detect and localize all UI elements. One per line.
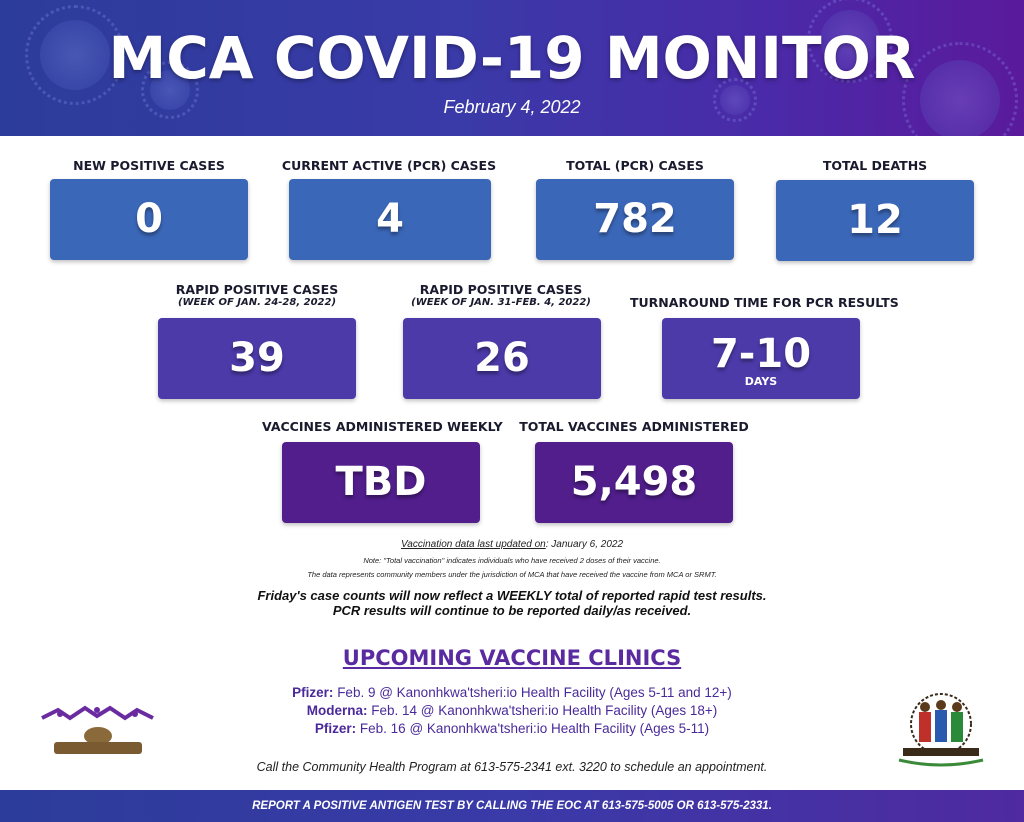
- stat-label-active-cases: CURRENT ACTIVE (PCR) CASES: [281, 158, 497, 173]
- community-emblem-logo: [895, 690, 987, 768]
- stat-box-total-deaths: [776, 180, 974, 261]
- stat-sublabel: (WEEK OF JAN. 31-FEB. 4, 2022): [411, 297, 591, 308]
- weekly-count-note: Friday's case counts will now reflect a WEEKLY total of reported rapid test results.: [257, 588, 767, 603]
- stat-label-vaccines-weekly: VACCINES ADMINISTERED WEEKLY: [262, 419, 503, 434]
- stat-box-rapid-week1: [158, 318, 356, 399]
- clinic-details: Feb. 16 @ Kanonhkwa'tsheri:io Health Facility (Ages 5-11): [356, 721, 710, 736]
- report-date: February 4, 2022: [443, 97, 581, 117]
- note-data-jurisdiction: The data represents community members under the jurisdiction of MCA that have received the vaccine from MCA or SRMT.: [307, 570, 717, 579]
- stat-label-total-cases: TOTAL (PCR) CASES: [566, 158, 704, 173]
- stat-label-total-deaths: TOTAL DEATHS: [822, 158, 928, 173]
- stat-box-active-cases: [289, 179, 491, 260]
- stat-box-rapid-week2: [403, 318, 601, 399]
- mohawk-council-logo: [40, 700, 155, 758]
- stat-value: 39: [229, 335, 285, 381]
- clinics-heading: UPCOMING VACCINE CLINICS: [342, 646, 682, 670]
- stat-value: 5,498: [570, 459, 698, 505]
- stat-unit: DAYS: [744, 375, 778, 388]
- stat-value: 12: [847, 197, 903, 243]
- stat-value: 4: [376, 196, 404, 242]
- update-date: : January 6, 2022: [545, 539, 624, 550]
- stat-value: TBD: [335, 459, 427, 505]
- appointment-call-note: Call the Community Health Program at 613-575-2341 ext. 3220 to schedule an appointment.: [256, 760, 768, 774]
- clinic-vaccine: Pfizer:: [314, 721, 357, 736]
- page-title: MCA COVID-19 MONITOR: [108, 24, 916, 92]
- update-prefix: Vaccination data last updated on: [400, 539, 546, 550]
- stat-label-turnaround: TURNAROUND TIME FOR PCR RESULTS: [630, 295, 899, 310]
- clinic-vaccine: Moderna:: [306, 703, 368, 718]
- stat-label-vaccines-total: TOTAL VACCINES ADMINISTERED: [519, 419, 749, 434]
- stat-label-new-positive: NEW POSITIVE CASES: [73, 158, 225, 173]
- stat-sublabel: (WEEK OF JAN. 24-28, 2022): [177, 297, 337, 308]
- stat-label-rapid-week2: RAPID POSITIVE CASES (WEEK OF JAN. 31-FEB. 4, 2022): [392, 282, 610, 309]
- header-banner: [0, 0, 1024, 136]
- note-total-vaccination: Note: "Total vaccination" indicates individuals who have received 2 doses of their vaccine.: [363, 556, 661, 565]
- stat-box-vaccines-total: [535, 442, 733, 523]
- stat-box-vaccines-weekly: [282, 442, 480, 523]
- footer-banner: REPORT A POSITIVE ANTIGEN TEST BY CALLING THE EOC AT 613-575-5005 OR 613-575-2331.: [0, 790, 1024, 822]
- stat-value: 7-10: [710, 331, 812, 377]
- stat-label-rapid-week1: RAPID POSITIVE CASES (WEEK OF JAN. 24-28, 2022): [158, 282, 356, 309]
- stat-box-turnaround: [662, 318, 860, 399]
- stat-value: 0: [135, 196, 163, 242]
- stat-box-total-cases: [536, 179, 734, 260]
- stat-value: 26: [474, 335, 530, 381]
- stat-value: 782: [593, 196, 677, 242]
- stat-box-new-positive: [50, 179, 248, 260]
- clinic-details: Feb. 9 @ Kanonhkwa'tsheri:io Health Facility (Ages 5-11 and 12+): [333, 685, 732, 700]
- clinic-item: [0, 684, 1024, 701]
- vaccination-update-note: [0, 539, 1024, 550]
- clinic-vaccine: Pfizer:: [292, 685, 334, 700]
- pcr-reporting-note: PCR results will continue to be reported daily/as received.: [332, 603, 692, 618]
- clinic-details: Feb. 14 @ Kanonhkwa'tsheri:io Health Facility (Ages 18+): [367, 703, 718, 718]
